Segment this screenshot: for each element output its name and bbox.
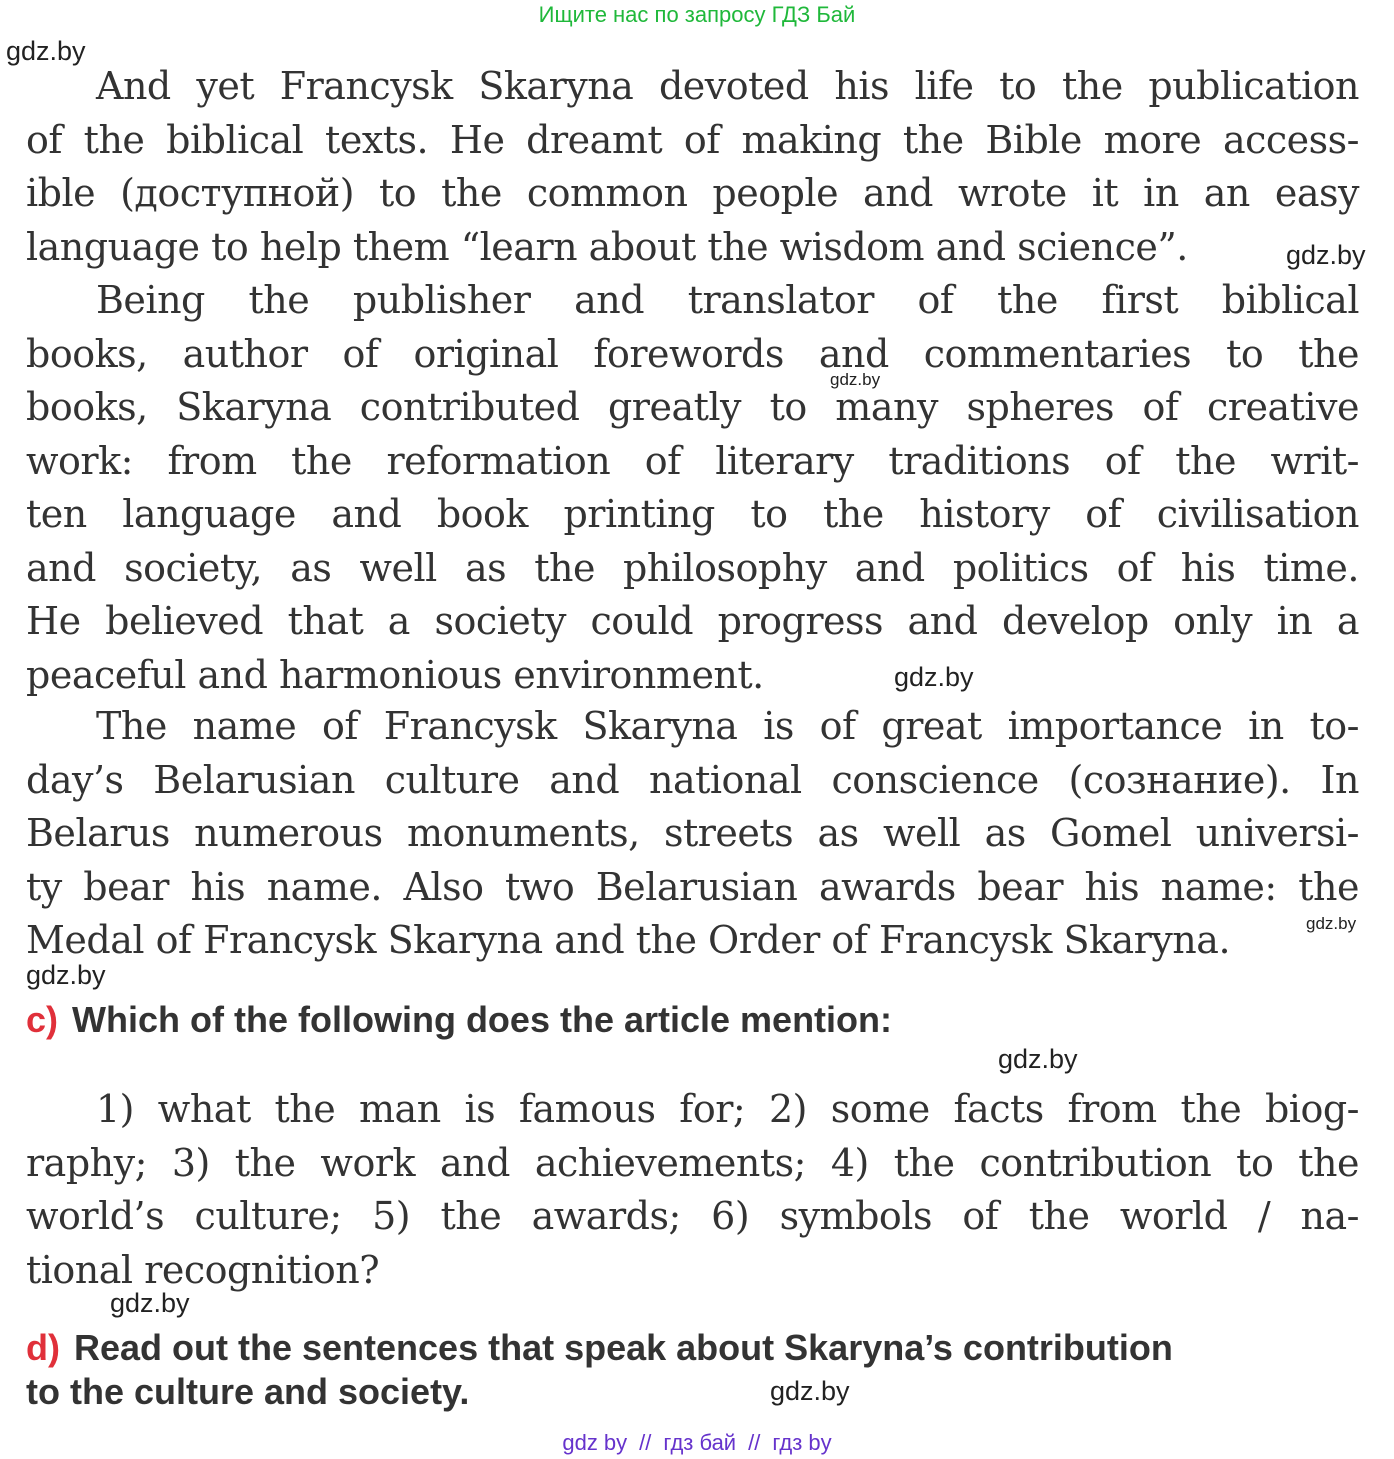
task-d-line-1 [26,1326,1366,1370]
task-c-text: Which of the following does the article mention: [72,999,893,1040]
article-paragraph-2 [26,274,1359,702]
text-line: ten language and book printing to the history of civilisation [26,492,1359,536]
watermark: gdz.by [894,662,974,692]
watermark: gdz.by [26,960,106,990]
text-line: raphy; 3) the work and achievements; 4) the contribution to the [26,1140,1359,1185]
text-line: The name of Francysk Skaryna is of great importance in to- [96,704,1359,748]
text-line: ty bear his name. Also two Belarusian awards bear his name: the [26,864,1359,909]
top-banner: Ищите нас по запросу ГДЗ Бай [538,2,856,27]
footer-separator: // [639,1430,652,1455]
task-d-heading [26,1326,1366,1414]
text-line: tional recognition? [26,1247,380,1292]
text-line: peaceful and harmonious environment. [26,652,764,697]
task-d-label: d) [26,1327,60,1368]
task-c-label: c) [26,999,59,1040]
text-line: language to help them “learn about the wisdom and science”. [26,224,1188,269]
article-paragraph-1 [26,60,1359,274]
watermark: gdz.by [830,370,881,389]
text-line: work: from the reformation of literary traditions of the writ- [26,438,1359,483]
footer-separator: // [748,1430,761,1455]
watermark: gdz.by [1286,240,1366,270]
watermark: gdz.by [770,1376,850,1406]
footer-link-gdz-by-ru[interactable]: гдз by [772,1430,832,1455]
text-line: He believed that a society could progress and develop only in a [26,599,1359,643]
article-paragraph-3 [26,700,1359,968]
text-line: books, author of original forewords and commentaries to the [26,331,1359,376]
text-line: day’s Belarusian culture and national conscience (сознание). In [26,757,1359,802]
text-line: Medal of Francysk Skaryna and the Order of Francysk Skaryna. [26,918,1231,962]
text-line: world’s culture; 5) the awards; 6) symbols of the world / na- [26,1194,1359,1238]
text-line: Belarus numerous monuments, streets as well as Gomel universi- [26,811,1359,855]
text-line: and society, as well as the philosophy and politics of his time. [26,545,1359,590]
task-d-line-2: to the culture and society. [26,1371,470,1412]
text-line: Being the publisher and translator of the first biblical [96,278,1359,322]
task-c-options [26,1083,1359,1297]
task-d-text: Read out the sentences that speak about Skaryna’s contribution [73,1327,1173,1368]
watermark: gdz.by [1306,914,1357,933]
footer-link-gdz-bai[interactable]: гдз бай [663,1430,737,1455]
text-line: 1) what the man is famous for; 2) some facts from the biog- [96,1087,1359,1131]
text-line: books, Skaryna contributed greatly to many spheres of creative [26,385,1359,429]
watermark: gdz.by [998,1044,1078,1074]
watermark: gdz.by [6,36,86,66]
watermark: gdz.by [110,1288,190,1318]
text-line: And yet Francysk Skaryna devoted his life to the publication [96,64,1359,108]
text-line: ible (доступной) to the common people and wrote it in an easy [26,171,1359,215]
task-c-heading [26,998,1366,1042]
text-line: of the biblical texts. He dreamt of making the Bible more access- [26,117,1359,162]
footer-link-gdz-by[interactable]: gdz by [562,1430,628,1455]
footer-links [0,1430,1394,1456]
